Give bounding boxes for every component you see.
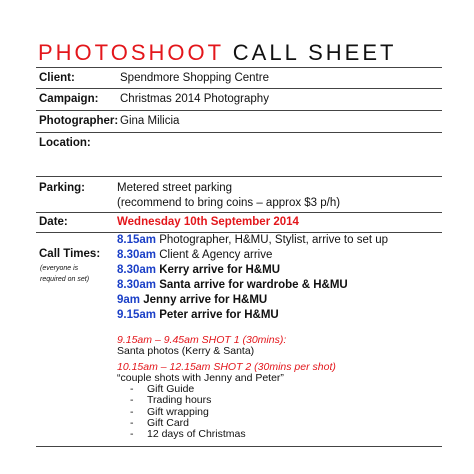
title-call-sheet: CALL SHEET — [232, 40, 397, 65]
parking-line1: Metered street parking — [117, 182, 233, 194]
call-time-text: Santa arrive for wardrobe & H&MU — [156, 279, 348, 291]
parking-line2: (recommend to bring coins – approx $3 p/h) — [117, 197, 341, 209]
title-photoshoot: PHOTOSHOOT — [38, 40, 224, 65]
call-time-text: Jenny arrive for H&MU — [140, 294, 268, 306]
location-label: Location: — [39, 137, 91, 149]
call-time: 9am — [117, 294, 141, 306]
call-time-item — [117, 264, 280, 276]
call-time: 8.15am — [117, 234, 157, 246]
bullet-dash: - — [130, 416, 134, 429]
list-item — [130, 429, 246, 440]
call-time-item — [117, 309, 279, 321]
divider — [36, 110, 442, 111]
bullet-dash: - — [130, 394, 134, 407]
date-value: Wednesday 10th September 2014 — [117, 216, 299, 228]
divider — [36, 176, 442, 177]
divider — [36, 88, 442, 89]
divider — [36, 212, 442, 213]
client-label: Client: — [39, 72, 75, 84]
divider — [36, 232, 442, 233]
list-item-text: Trading hours — [147, 394, 212, 407]
call-times-note: (everyone is — [40, 265, 79, 272]
shot-2-heading: 10.15am – 12.15am SHOT 2 (30mins per shot) — [117, 361, 336, 373]
date-label: Date: — [39, 216, 68, 228]
divider — [36, 132, 442, 133]
call-time: 8.30am — [117, 249, 157, 261]
bullet-dash: - — [130, 405, 134, 418]
list-item-text: Gift Guide — [147, 383, 195, 395]
client-value: Spendmore Shopping Centre — [120, 72, 269, 84]
call-time: 8.30am — [117, 264, 157, 276]
bullet-dash: - — [130, 428, 134, 441]
call-time-text: Client & Agency arrive — [156, 249, 273, 261]
campaign-value: Christmas 2014 Photography — [120, 93, 269, 105]
shot-2-list — [130, 384, 246, 440]
divider — [36, 446, 442, 447]
list-item-text: Gift Card — [147, 416, 190, 429]
list-item-text: Gift wrapping — [147, 405, 209, 418]
page-title — [38, 40, 396, 66]
parking-label: Parking: — [39, 182, 86, 194]
call-time-item — [117, 234, 388, 246]
call-times-note: required on set) — [40, 276, 90, 283]
call-time-text: Peter arrive for H&MU — [156, 309, 279, 321]
call-time-item — [117, 294, 267, 306]
list-item-text: 12 days of Christmas — [147, 428, 246, 441]
shot-1-heading: 9.15am – 9.45am SHOT 1 (30mins): — [117, 334, 287, 346]
photographer-value: Gina Milicia — [120, 115, 180, 127]
bullet-dash: - — [130, 383, 134, 395]
shot-1-description: Santa photos (Kerry & Santa) — [117, 345, 255, 357]
call-time-text: Kerry arrive for H&MU — [156, 264, 280, 276]
photographer-label: Photographer: — [39, 115, 119, 127]
call-time: 8.30am — [117, 279, 157, 291]
call-times-label: Call Times: — [39, 248, 101, 260]
divider — [36, 67, 442, 68]
shot-2-description: “couple shots with Jenny and Peter” — [117, 372, 284, 384]
call-time: 9.15am — [117, 309, 157, 321]
campaign-label: Campaign: — [39, 93, 99, 105]
call-time-item — [117, 249, 272, 261]
call-time-text: Photographer, H&MU, Stylist, arrive to set up — [156, 234, 389, 246]
call-time-item — [117, 279, 348, 291]
